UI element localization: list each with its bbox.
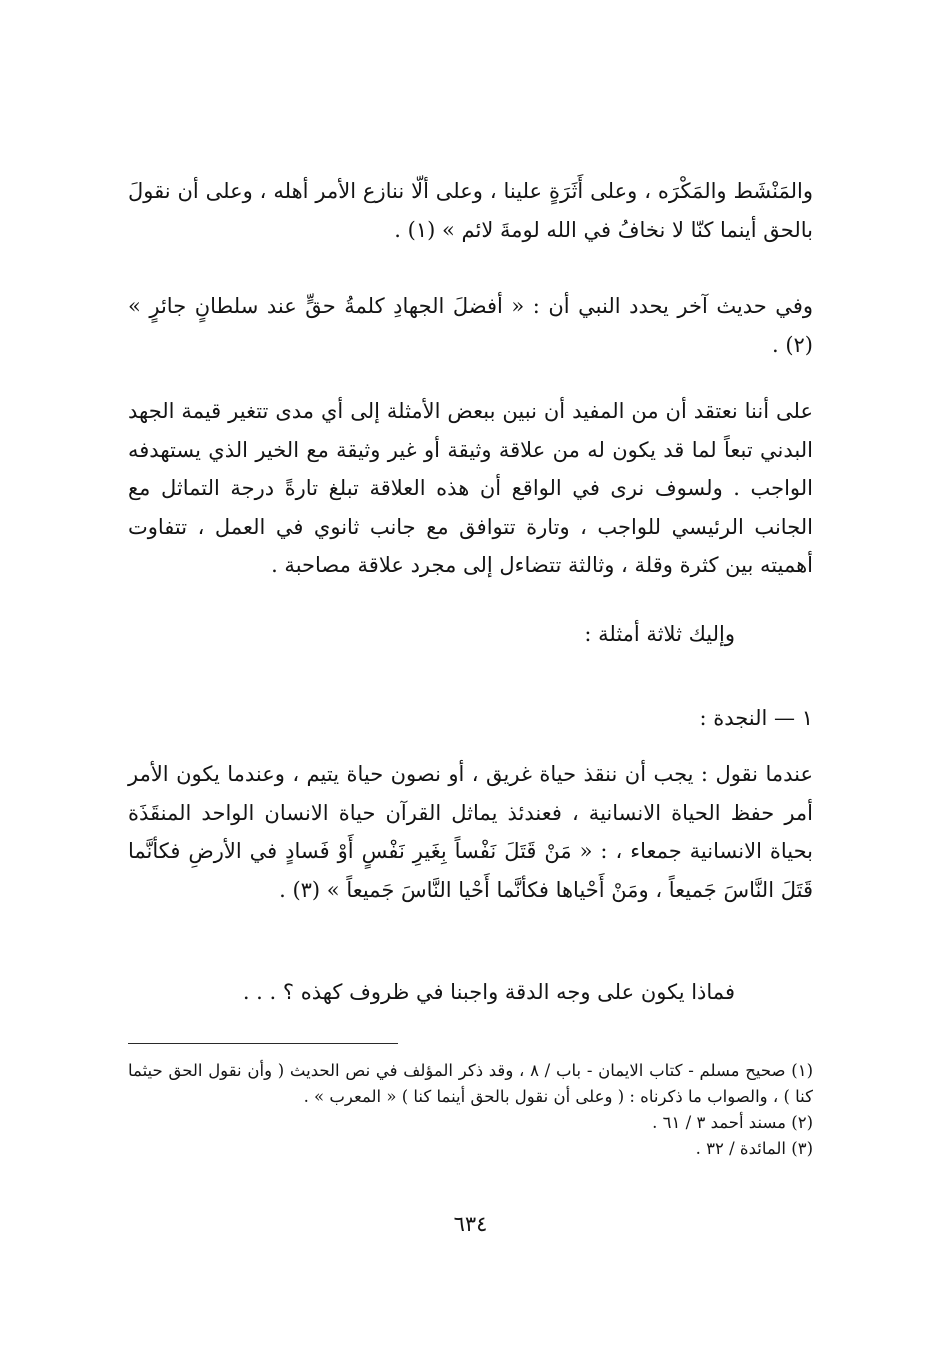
page-number: ٦٣٤ xyxy=(453,1212,488,1236)
paragraph-best-jihad: وفي حديث آخر يحدد النبي أن : « أفضلَ الجهادِ كلمةُ حقٍّ عند سلطانٍ جائرٍ » (٢) . xyxy=(128,294,813,357)
footnote-1: (١) صحيح مسلم - كتاب الايمان - باب / ٨ ، وقد ذكر المؤلف في نص الحديث ( وأن نقول الحق حيثما كنا ) ، والصواب ما ذكرناه : ( وعلى أن نقول بالحق أينما كنا ) « المعرب » . xyxy=(128,1061,813,1106)
paragraph-question: فماذا يكون على وجه الدقة واجبنا في ظروف كهذه ؟ . . . xyxy=(242,980,735,1004)
footnotes xyxy=(128,1058,813,1162)
examples-intro: وإليك ثلاثة أمثلة : xyxy=(584,622,735,646)
paragraph-rescue: عندما نقول : يجب أن ننقذ حياة غريق ، أو نصون حياة يتيم ، وعندما يكون الأمر أمر حفظ الحياة الانسانية ، فعندئذ يماثل القرآن حياة الانسان الواحد المنقَذَة بحياة الانسانية جمعاء ، : « مَنْ قَتَلَ نَفْساً بِغَيرِ نَفْسٍ أَوْ فَسادٍ في الأرضِ فكأنَّما قَتَلَ النَّاسَ جَميعاً ، ومَنْ أَحْياها فكأنَّما أَحْيا النَّاسَ جَميعاً » (٣) . xyxy=(128,762,813,902)
paragraph-physical-effort: على أننا نعتقد أن من المفيد أن نبين ببعض الأمثلة إلى أي مدى تتغير قيمة الجهد البدني تبعاً لما قد يكون له من علاقة وثيقة أو غير وثيقة مع الخير الذي يستهدفه الواجب . ولسوف نرى في الواقع أن هذه العلاقة تبلغ تارةً درجة التماثل مع الجانب الرئيسي للواجب ، وتارة تتوافق مع جانب ثانوي في العمل ، تتفاوت أهميته بين كثرة وقلة ، وثالثة تتضاءل إلى مجرد علاقة مصاحبة . xyxy=(128,399,813,577)
paragraph-hadith-obedience: والمَنْشَط والمَكْرَه ، وعلى أَثَرَةٍ علينا ، وعلى ألّا ننازع الأمر أهله ، وعلى أن نقولَ بالحق أينما كنّا لا نخافُ في الله لومةَ لائم » (١) . xyxy=(128,179,813,242)
footnote-divider xyxy=(128,1043,398,1044)
section-heading-rescue: ١ — النجدة : xyxy=(699,706,813,730)
footnote-3: (٣) المائدة / ٣٢ . xyxy=(695,1139,813,1158)
footnote-2: (٢) مسند أحمد ٣ / ٦١ . xyxy=(652,1113,813,1132)
